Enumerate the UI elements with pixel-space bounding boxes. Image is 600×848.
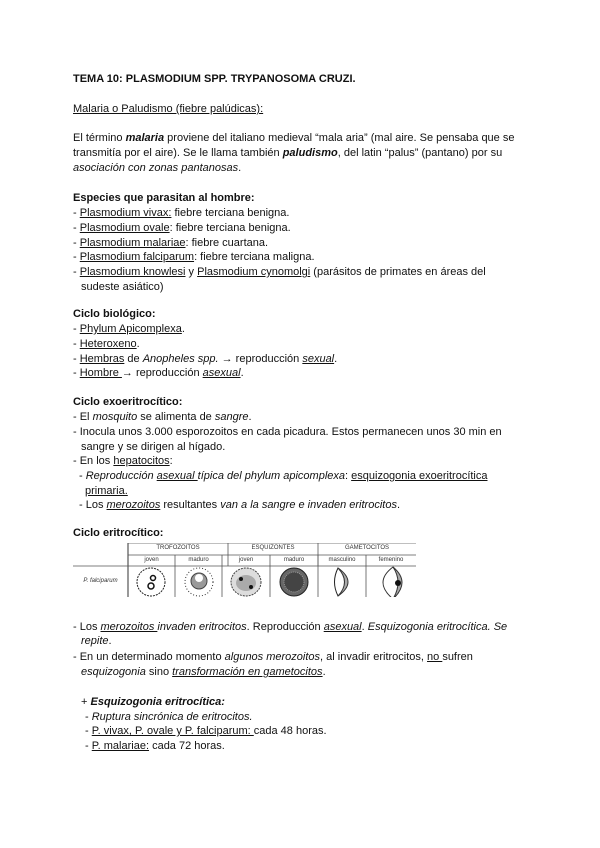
text-line	[73, 265, 486, 279]
text-run: .	[248, 411, 252, 423]
text-run: - Los	[73, 621, 101, 633]
text-run: TEMA 10: PLASMODIUM SPP. TRYPANOSOMA CRUZI.	[73, 73, 356, 85]
text-line	[79, 498, 400, 512]
text-run: esquizogonia exoeritrocítica	[351, 470, 488, 482]
text-run: Hembras	[79, 353, 125, 365]
sub-header: masculino	[328, 557, 356, 563]
group-header: GAMETOCITOS	[344, 545, 390, 551]
text-run: sangre	[214, 411, 249, 423]
text-line	[73, 102, 263, 116]
text-run: Malaria o Paludismo (fiebre palúdicas):	[73, 103, 264, 115]
text-line	[81, 280, 164, 294]
text-run: - Inocula unos 3.000 esporozoitos en cada picadura. Estos permanecen unos 30 min en	[73, 426, 502, 438]
text-run: :	[345, 470, 352, 482]
text-run: esquizogonia	[81, 666, 146, 678]
text-run: : fiebre terciana benigna.	[169, 222, 291, 234]
text-run: Ciclo biológico:	[73, 308, 156, 320]
sub-header: maduro	[283, 557, 305, 563]
text-run: -	[85, 711, 92, 723]
text-run: - En los	[73, 455, 114, 467]
text-run: de	[124, 353, 143, 365]
text-run: .	[108, 635, 112, 647]
text-run: primaria.	[85, 485, 128, 497]
text-line	[73, 131, 514, 145]
text-run: hepatocitos	[113, 455, 170, 467]
text-run: : fiebre terciana maligna.	[194, 251, 315, 263]
text-run: -	[73, 207, 80, 219]
text-line	[73, 425, 502, 439]
text-run: .	[361, 621, 368, 633]
text-run: asexual	[202, 367, 241, 379]
text-run: paludismo	[282, 147, 338, 159]
section-heading	[73, 72, 356, 86]
text-run: cada 72 horas.	[149, 740, 225, 752]
group-header: ESQUIZONTES	[251, 545, 295, 551]
text-line	[73, 410, 252, 424]
text-run: .	[238, 162, 242, 174]
text-run: fiebre terciana benigna.	[171, 207, 290, 219]
text-run: Reproducción	[85, 470, 157, 482]
text-run: -	[73, 323, 80, 335]
text-line	[85, 710, 253, 724]
text-run: Anopheles spp.	[142, 353, 219, 365]
text-run: Hombre	[79, 367, 122, 379]
text-run: transmitía por el aire). Se le llama también	[73, 147, 283, 159]
text-run: asexual	[156, 470, 198, 482]
text-run: -	[73, 367, 80, 379]
text-line	[73, 221, 291, 235]
text-run: merozoitos	[100, 621, 158, 633]
text-run: - Los	[79, 499, 107, 511]
text-line	[81, 695, 225, 709]
text-run: sangre y se dirigen al hígado.	[81, 441, 226, 453]
text-line	[73, 620, 507, 634]
text-run: → reproducción	[218, 353, 303, 365]
text-run: Phylum Apicomplexa	[79, 323, 182, 335]
text-run: no	[427, 651, 443, 663]
text-run: van a la sangre e invaden eritrocitos	[220, 499, 397, 511]
text-run: → reproducción	[121, 367, 203, 379]
text-run: transformación en gametocitos	[172, 666, 323, 678]
sub-header: joven	[144, 557, 159, 563]
text-run: y	[185, 266, 198, 278]
text-run: asexual	[323, 621, 362, 633]
text-run: Especies que parasitan al hombre:	[73, 192, 255, 204]
text-run: P. malariae:	[91, 740, 150, 752]
sub-header: joven	[238, 557, 254, 563]
text-run: Plasmodium malariae	[79, 237, 186, 249]
text-line	[73, 366, 244, 380]
text-run: sudeste asiático)	[81, 281, 164, 293]
text-run: . Reproducción	[246, 621, 324, 633]
text-line	[73, 236, 268, 250]
text-run: Heteroxeno	[79, 338, 137, 350]
text-run: .	[240, 367, 244, 379]
text-run: .	[396, 499, 401, 511]
text-run: (parásitos de primates en áreas del	[310, 266, 486, 278]
text-run: asociación con zonas pantanosas	[73, 162, 239, 174]
text-run: sexual	[302, 353, 335, 365]
text-run: -	[73, 338, 80, 350]
text-line	[73, 650, 473, 664]
text-run: -	[73, 222, 80, 234]
text-line	[81, 634, 112, 648]
text-run: :	[169, 455, 173, 467]
text-run: , al invadir eritrocitos,	[320, 651, 428, 663]
text-run: repite	[81, 635, 109, 647]
text-line	[73, 337, 140, 351]
text-line	[73, 161, 241, 175]
text-run: Esquizogonia eritrocítica:	[90, 696, 225, 708]
text-run: : fiebre cuartana.	[185, 237, 269, 249]
text-run: sino	[145, 666, 173, 678]
text-line	[73, 206, 289, 220]
text-run: resultantes	[160, 499, 221, 511]
text-line	[81, 665, 326, 679]
text-run: Plasmodium cynomolgi	[197, 266, 311, 278]
text-run: proviene del italiano medieval “mala aria” (mal aire. Se pensaba que se	[164, 132, 515, 144]
group-header: TROFOZOITOS	[156, 545, 200, 551]
cell-illustrations	[137, 567, 402, 597]
text-run: malaria	[125, 132, 165, 144]
text-run: merozoitos	[106, 499, 161, 511]
text-run: .	[136, 338, 140, 350]
text-run: -	[73, 353, 80, 365]
text-run: Ciclo eritrocítico:	[73, 527, 164, 539]
sub-header: maduro	[188, 557, 209, 563]
text-run: -	[85, 725, 92, 737]
text-line	[85, 739, 225, 753]
section-heading	[73, 307, 156, 321]
erythrocytic-cycle-table	[73, 543, 416, 597]
text-run: , del latin “palus” (pantano) por su	[337, 147, 503, 159]
text-run: invaden eritrocitos	[157, 621, 247, 633]
section-heading	[73, 526, 163, 540]
text-run: +	[81, 696, 91, 708]
text-run: -	[73, 237, 80, 249]
text-run: se alimenta de	[137, 411, 215, 423]
text-run: .	[181, 323, 185, 335]
text-run: -	[85, 740, 92, 752]
text-run: cada 48 horas.	[253, 725, 327, 737]
text-run: -	[73, 266, 80, 278]
text-line	[73, 454, 173, 468]
text-run: algunos merozoitos	[224, 651, 321, 663]
text-run: típica del phylum apicomplexa	[197, 470, 346, 482]
text-run: P. vivax, P. ovale y P. falciparum:	[91, 725, 254, 737]
text-run: Ruptura sincrónica de eritrocitos.	[91, 711, 253, 723]
text-run: -	[73, 251, 80, 263]
text-run: Plasmodium vivax:	[79, 207, 172, 219]
sub-header: femenino	[378, 557, 404, 563]
text-run: Plasmodium knowlesi	[79, 266, 186, 278]
text-line	[73, 146, 502, 160]
text-run: Ciclo exoeritrocítico:	[73, 396, 183, 408]
text-line	[81, 440, 225, 454]
row-label: P. falciparum	[83, 578, 118, 584]
text-run: Plasmodium ovale	[79, 222, 170, 234]
text-line	[85, 484, 128, 498]
text-run: Esquizogonia eritrocítica. Se	[367, 621, 508, 633]
text-run: .	[322, 666, 326, 678]
text-run: mosquito	[92, 411, 138, 423]
section-heading	[73, 191, 255, 205]
text-line	[73, 250, 315, 264]
section-heading	[73, 395, 182, 409]
text-run: .	[334, 353, 338, 365]
text-line	[73, 352, 337, 366]
text-line	[73, 322, 185, 336]
text-line	[85, 724, 327, 738]
text-run: - El	[73, 411, 93, 423]
text-run: -	[79, 470, 86, 482]
text-run: sufren	[442, 651, 473, 663]
text-run: - En un determinado momento	[73, 651, 225, 663]
text-run: Plasmodium falciparum	[79, 251, 195, 263]
text-line	[79, 469, 488, 483]
text-run: El término	[73, 132, 126, 144]
